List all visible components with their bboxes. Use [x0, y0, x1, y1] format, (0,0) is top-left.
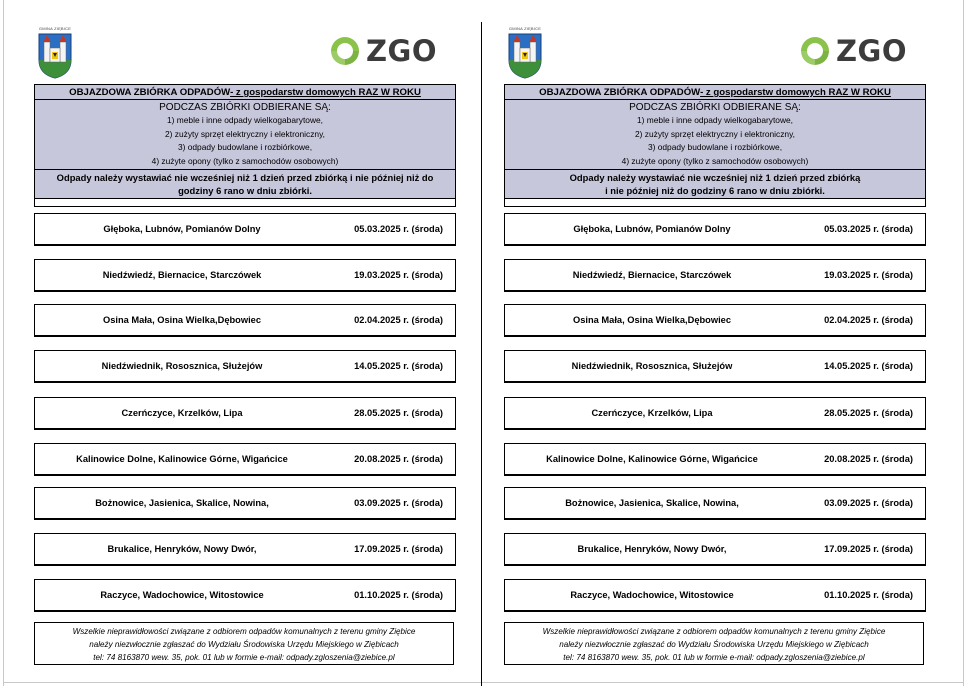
page-border-left — [3, 0, 4, 686]
schedule-row: Niedźwiednik, Rososznica, Służejów 14.05.2025 r. (środa) — [34, 350, 456, 383]
schedule-row: Brukalice, Henryków, Nowy Dwór, 17.09.2025 r. (środa) — [34, 533, 456, 566]
page-border-right — [963, 0, 964, 686]
schedule-row: Niedźwiednik, Rososznica, Służejów 14.05.2025 r. (środa) — [504, 350, 926, 383]
collected-heading: PODCZAS ZBIÓRKI ODBIERANE SĄ: — [159, 102, 331, 113]
spacer-row — [505, 199, 925, 206]
schedule-row: Czerńczyce, Krzelków, Lipa 28.05.2025 r. (środa) — [34, 397, 456, 430]
collected-item: 3) odpady budowlane i rozbiórkowe, — [647, 142, 783, 152]
spacer-row — [35, 199, 455, 206]
collected-item: 3) odpady budowlane i rozbiórkowe, — [177, 142, 313, 152]
collected-item: 4) zużyte opony (tylko z samochodów osobowych) — [151, 155, 339, 166]
page-divider — [481, 22, 482, 686]
collected-list — [505, 100, 925, 170]
collected-item: 2) zużyty sprzęt elektryczny i elektroniczny, — [165, 128, 325, 139]
schedule-row: Bożnowice, Jasienica, Skalice, Nowina, 03.09.2025 r. (środa) — [34, 487, 456, 520]
collected-heading: PODCZAS ZBIÓRKI ODBIERANE SĄ: — [629, 102, 801, 113]
collected-item: 1) meble i inne odpady wielkogabarytowe, — [167, 115, 323, 125]
collected-item: 4) zużyte opony (tylko z samochodów osobowych) — [621, 155, 809, 166]
schedule-row: Niedźwiedź, Biernacice, Starczówek 19.03.2025 r. (środa) — [34, 259, 456, 292]
recycle-icon — [798, 34, 832, 68]
schedule-row: Raczyce, Wadochowice, Witostowice 01.10.2025 r. (środa) — [34, 579, 456, 612]
leaflet-right — [504, 0, 924, 686]
coat-of-arms-icon: GMINA ZIĘBICE — [506, 26, 544, 78]
schedule-row: Głęboka, Lubnów, Pomianów Dolny 05.03.2025 r. (środa) — [504, 213, 926, 246]
info-box — [504, 84, 926, 207]
schedule-row: Bożnowice, Jasienica, Skalice, Nowina, 03.09.2025 r. (środa) — [504, 487, 926, 520]
placement-note: Odpady należy wystawiać nie wcześniej niż 1 dzień przed zbiórką i nie później niż do godziny 6 rano w dniu zbiórki. — [505, 170, 925, 199]
zgo-logo — [798, 33, 907, 69]
schedule-row: Raczyce, Wadochowice, Witostowice 01.10.2025 r. (środa) — [504, 579, 926, 612]
coat-of-arms-icon: GMINA ZIĘBICE — [36, 26, 74, 78]
schedule-row: Osina Mała, Osina Wielka,Dębowiec 02.04.2025 r. (środa) — [34, 304, 456, 337]
schedule-row: Głęboka, Lubnów, Pomianów Dolny 05.03.2025 r. (środa) — [34, 213, 456, 246]
schedule-row: Brukalice, Henryków, Nowy Dwór, 17.09.2025 r. (środa) — [504, 533, 926, 566]
contact-footer: Wszelkie nieprawidłowości związane z odbiorem odpadów komunalnych z terenu gminy Ziębice należy niezwłocznie zgłaszać do Wydziału Środowiska Urzędu Miejskiego w Ziębicach tel: 74 8163870 wew. 35, pok. 01 lub w formie e-mail: odpady.zgloszenia@ziebice.pl — [504, 622, 924, 665]
collected-item: 1) meble i inne odpady wielkogabarytowe, — [637, 115, 793, 125]
schedule-row: Osina Mała, Osina Wielka,Dębowiec 02.04.2025 r. (środa) — [504, 304, 926, 337]
collected-item: 2) zużyty sprzęt elektryczny i elektroniczny, — [635, 128, 795, 139]
collected-list — [35, 100, 455, 170]
schedule-row: Niedźwiedź, Biernacice, Starczówek 19.03.2025 r. (środa) — [504, 259, 926, 292]
announcement-title: OBJAZDOWA ZBIÓRKA ODPADÓW- z gospodarstw domowych RAZ W ROKU — [35, 85, 455, 100]
zgo-logo — [328, 33, 437, 69]
schedule-row: Kalinowice Dolne, Kalinowice Górne, Wigańcice 20.08.2025 r. (środa) — [504, 443, 926, 476]
placement-note: Odpady należy wystawiać nie wcześniej niż 1 dzień przed zbiórką i nie później niż do godziny 6 rano w dniu zbiórki. — [35, 170, 455, 199]
announcement-title: OBJAZDOWA ZBIÓRKA ODPADÓW- z gospodarstw domowych RAZ W ROKU — [505, 85, 925, 100]
info-box — [34, 84, 456, 207]
schedule-row: Czerńczyce, Krzelków, Lipa 28.05.2025 r. (środa) — [504, 397, 926, 430]
recycle-icon — [328, 34, 362, 68]
contact-footer: Wszelkie nieprawidłowości związane z odbiorem odpadów komunalnych z terenu gminy Ziębice należy niezwłocznie zgłaszać do Wydziału Środowiska Urzędu Miejskiego w Ziębicach tel: 74 8163870 wew. 35, pok. 01 lub w formie e-mail: odpady.zgloszenia@ziebice.pl — [34, 622, 454, 665]
logo-text: ZGO — [836, 34, 907, 68]
schedule-row: Kalinowice Dolne, Kalinowice Górne, Wigańcice 20.08.2025 r. (środa) — [34, 443, 456, 476]
logo-text: ZGO — [366, 34, 437, 68]
leaflet-left — [34, 0, 454, 686]
